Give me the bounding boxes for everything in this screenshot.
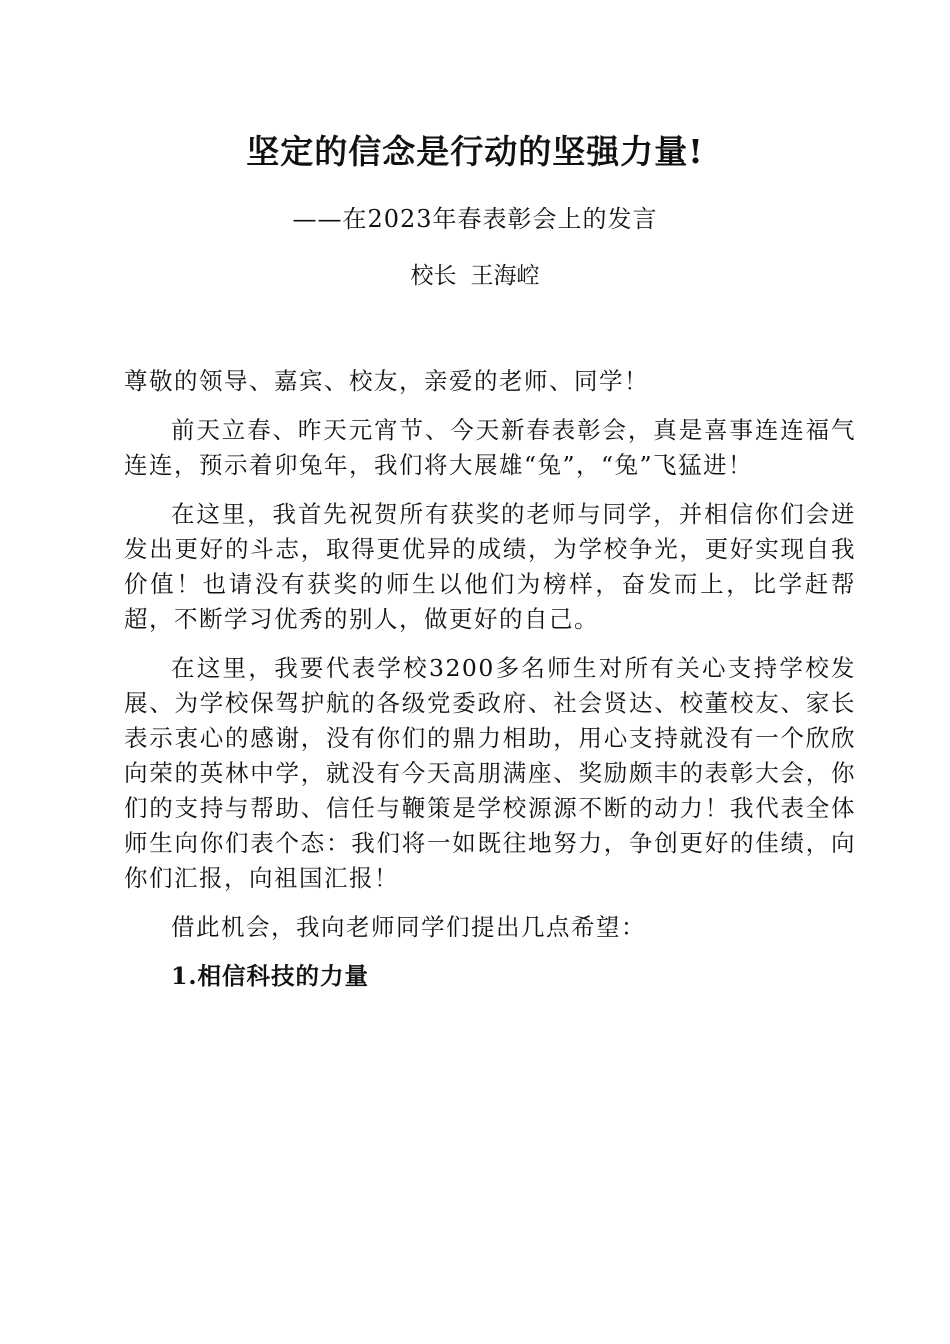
document-title: 坚定的信念是行动的坚强力量! xyxy=(246,132,704,171)
document-body xyxy=(124,364,856,1008)
author-name: 王海崆 xyxy=(470,263,540,289)
paragraph: 在这里，我首先祝贺所有获奖的老师与同学，并相信你们会迸发出更好的斗志，取得更优异的成绩，为学校争光，更好实现自我价值！也请没有获奖的师生以他们为榜样，奋发而上，比学赶帮超，不断学习优秀的别人，做更好的自己。 xyxy=(124,500,856,633)
section-heading: 1.相信科技的力量 xyxy=(171,962,370,990)
paragraph: 前天立春、昨天元宵节、今天新春表彰会，真是喜事连连福气连连，预示着卯兔年，我们将大展雄“兔”，“兔”飞猛进！ xyxy=(124,416,856,479)
document-subtitle: ——在2023年春表彰会上的发言 xyxy=(292,205,658,233)
salutation: 尊敬的领导、嘉宾、校友，亲爱的老师、同学！ xyxy=(124,367,649,395)
paragraph: 借此机会，我向老师同学们提出几点希望： xyxy=(171,913,646,941)
author-role: 校长 xyxy=(410,263,457,289)
paragraph: 在这里，我要代表学校3200多名师生对所有关心支持学校发展、为学校保驾护航的各级党委政府、社会贤达、校董校友、家长表示衷心的感谢，没有你们的鼎力相助，用心支持就没有一个欣欣向荣的英林中学，就没有今天高朋满座、奖励颇丰的表彰大会，你们的支持与帮助、信任与鞭策是学校源源不断的动力！我代表全体师生向你们表个态：我们将一如既往地努力，争创更好的佳绩，向你们汇报，向祖国汇报！ xyxy=(124,654,856,892)
author-line xyxy=(0,258,950,294)
